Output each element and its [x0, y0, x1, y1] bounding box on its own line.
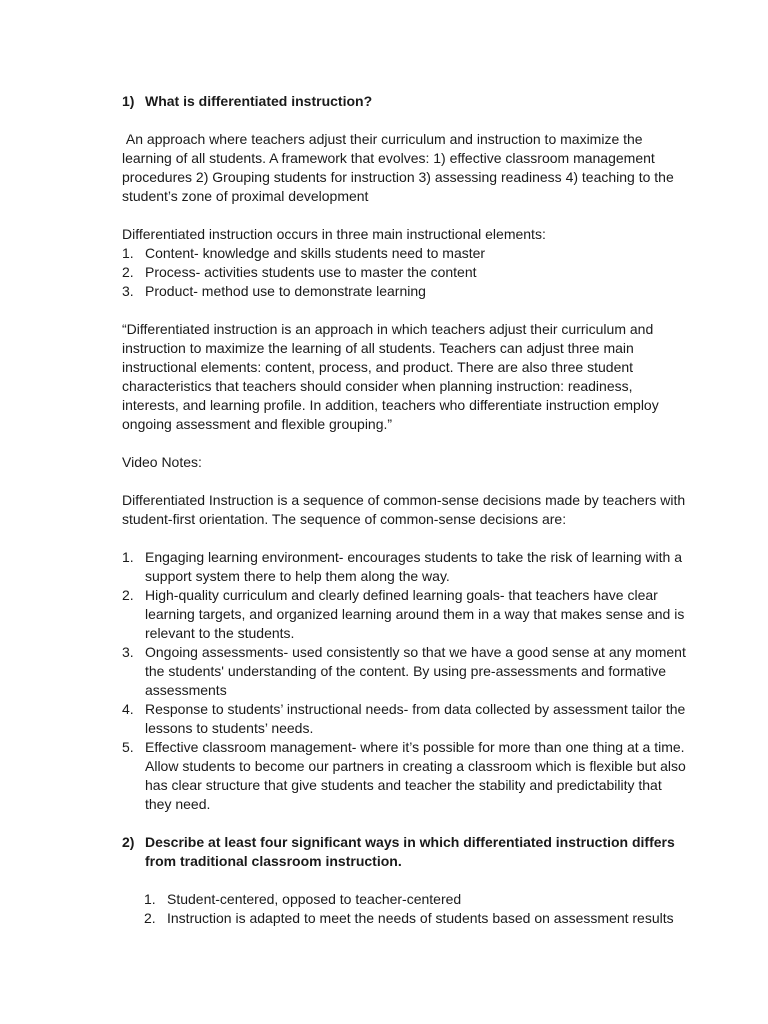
- list-item-text: Response to students’ instructional needs- from data collected by assessment tailor the lessons to students’ needs.: [145, 701, 686, 736]
- list-item: [122, 643, 688, 700]
- elements-intro: Differentiated instruction occurs in three main instructional elements:: [122, 226, 546, 242]
- list-item-text: Content- knowledge and skills students need to master: [145, 245, 486, 261]
- list-item: [122, 548, 688, 586]
- video-intro-paragraph: Differentiated Instruction is a sequence of common-sense decisions made by teachers with student-first orientation. The sequence of common-sense decisions are:: [122, 492, 686, 527]
- differences-list: [122, 890, 688, 928]
- list-item-number: 1.: [144, 891, 156, 907]
- list-item-text: Engaging learning environment- encourages students to take the risk of learning with a support system there to help them along the way.: [145, 549, 682, 584]
- list-item-number: 3.: [122, 644, 134, 660]
- list-item: [122, 244, 688, 263]
- quote-paragraph: “Differentiated instruction is an approach in which teachers adjust their curriculum and instruction to maximize the learning of all students. Teachers can adjust three main instructional elements: content, process, and product. There are also three student characteristics that teachers should consider when planning instruction: readiness, interests, and learning profile. In addition, teachers who differentiate instruction employ ongoing assessment and flexible grouping.”: [122, 321, 659, 432]
- question-2-heading: [122, 833, 688, 871]
- list-item-text: Product- method use to demonstrate learning: [145, 283, 426, 299]
- decisions-list: [122, 548, 688, 814]
- list-item-number: 3.: [122, 283, 134, 299]
- list-item-number: 1.: [122, 549, 134, 565]
- list-item-text: Process- activities students use to master the content: [145, 264, 477, 280]
- list-item: [122, 282, 688, 301]
- question-2-number: 2): [122, 834, 135, 850]
- list-item-number: 4.: [122, 701, 134, 717]
- list-item-text: Ongoing assessments- used consistently so that we have a good sense at any moment the students' understanding of the content. By using pre-assessments and formative assessments: [145, 644, 686, 698]
- intro-paragraph: An approach where teachers adjust their curriculum and instruction to maximize the learning of all students. A framework that evolves: 1) effective classroom management procedures 2) Grouping students for instruction 3) assessing readiness 4) teaching to the student’s zone of proximal development: [122, 131, 678, 204]
- question-1-number: 1): [122, 93, 135, 109]
- list-item: [122, 738, 688, 814]
- list-item-text: Instruction is adapted to meet the needs of students based on assessment results: [167, 910, 674, 926]
- question-1-title: What is differentiated instruction?: [145, 93, 373, 109]
- list-item-number: 2.: [122, 264, 134, 280]
- list-item: [144, 909, 688, 928]
- list-item-number: 1.: [122, 245, 134, 261]
- list-item-text: High-quality curriculum and clearly defined learning goals- that teachers have clear learning targets, and organized learning around them in a way that makes sense and is relevant to the students.: [145, 587, 685, 641]
- list-item-number: 2.: [122, 587, 134, 603]
- list-item: [122, 700, 688, 738]
- video-notes-label: Video Notes:: [122, 454, 202, 470]
- list-item-number: 5.: [122, 739, 134, 755]
- list-item-number: 2.: [144, 910, 156, 926]
- elements-list: [122, 244, 688, 301]
- list-item: [122, 263, 688, 282]
- question-2-title: Describe at least four significant ways in which differentiated instruction differs from traditional classroom instruction.: [145, 834, 675, 869]
- question-1-heading: [122, 92, 688, 111]
- list-item-text: Effective classroom management- where it’s possible for more than one thing at a time. Allow students to become our partners in creating a classroom which is flexible but also has clear structure that give students and teacher the stability and predictability that they need.: [145, 739, 686, 812]
- list-item-text: Student-centered, opposed to teacher-centered: [167, 891, 462, 907]
- list-item: [144, 890, 688, 909]
- list-item: [122, 586, 688, 643]
